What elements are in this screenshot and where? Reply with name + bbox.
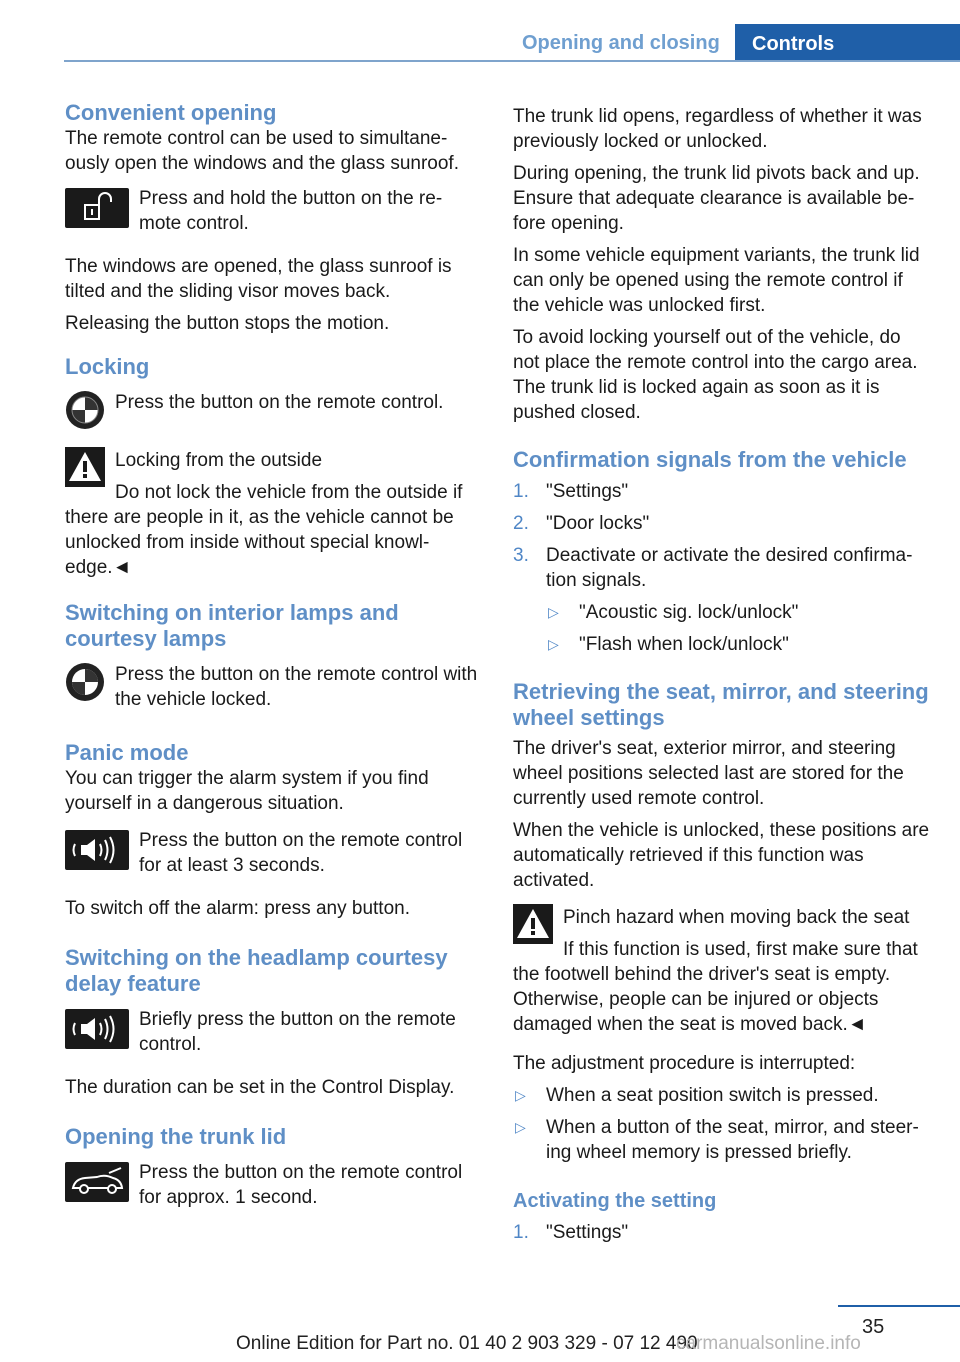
step-number: 3. [513, 545, 529, 566]
warning-triangle-icon [513, 904, 553, 940]
convenient-intro: The remote control can be used to simultane-ously open the windows and the glass sunroof. [65, 128, 459, 174]
footer-rule [838, 1305, 960, 1307]
list-item [513, 1083, 931, 1108]
headlamp-icon-text: Briefly press the button on the remote control. [139, 1009, 456, 1055]
locking-warning-body: Do not lock the vehicle from the outside if there are people in it, as the vehicle cannot be unlocked from inside without special knowl-edge.◄ [65, 482, 463, 578]
list-item [513, 1115, 931, 1165]
step-text: "Settings" [546, 481, 629, 502]
triangle-bullet-icon: ▷ [515, 1119, 526, 1135]
heading-confirmation-signals: Confirmation signals from the vehicle [513, 447, 907, 472]
interior-icon-text: Press the button on the remote control with the vehicle locked. [115, 664, 478, 710]
step-text: "Door locks" [546, 513, 650, 534]
locking-warning [65, 448, 483, 473]
triangle-bullet-icon: ▷ [548, 636, 559, 652]
convenient-p2: Releasing the button stops the motion. [65, 313, 390, 334]
locking-icon-text: Press the button on the remote control. [115, 392, 444, 413]
triangle-bullet-icon: ▷ [515, 1087, 526, 1103]
bullet-text: When a seat position switch is pressed. [546, 1085, 879, 1106]
panic-speaker-icon [65, 830, 129, 870]
retrieve-warning-body: If this function is used, first make sure that the footwell behind the driver's seat is empty. Otherwise, people can be injured or objects damaged when the seat is moved back.◄ [513, 939, 918, 1035]
heading-interior-lamps: Switching on interior lamps and courtesy lamps [65, 600, 399, 651]
confirm-options [546, 600, 931, 657]
trunk-para-2: During opening, the trunk lid pivots back and up. Ensure that adequate clearance is available be-fore opening. [513, 163, 920, 234]
confirm-steps [513, 479, 931, 657]
convenient-p1: The windows are opened, the glass sunroof is tilted and the sliding visor moves back. [65, 256, 452, 302]
edition-text: Online Edition for Part no. 01 40 2 903 329 - 07 12 490 [236, 1333, 698, 1354]
heading-activating-setting: Activating the setting [513, 1190, 717, 1212]
list-item [513, 479, 931, 504]
list-item [546, 600, 931, 625]
panic-speaker-icon [65, 1009, 129, 1049]
step-number: 2. [513, 513, 529, 534]
header-section-title: Opening and closing [522, 32, 720, 54]
locking-icon-row [65, 390, 483, 432]
retrieve-warning-text [513, 937, 931, 1037]
heading-opening-trunk: Opening the trunk lid [65, 1124, 287, 1149]
interior-icon-row [65, 662, 483, 712]
retrieve-warning-title: Pinch hazard when moving back the seat [563, 907, 910, 928]
step-number: 1. [513, 1222, 529, 1243]
trunk-car-icon [65, 1162, 129, 1202]
heading-convenient-opening: Convenient opening [65, 100, 277, 125]
locking-warning-title: Locking from the outside [115, 450, 323, 471]
header-rule [64, 60, 960, 62]
convenient-icon-row [65, 186, 483, 236]
retrieve-bullets [513, 1083, 931, 1165]
panic-p1: To switch off the alarm: press any button. [65, 898, 410, 919]
step-number: 1. [513, 481, 529, 502]
retrieve-p1: The driver's seat, exterior mirror, and steering wheel positions selected last are stored for the currently used remote control. [513, 738, 904, 809]
watermark-text: carmanualsonline.info [676, 1333, 861, 1354]
trunk-para-4: To avoid locking yourself out of the vehicle, do not place the remote control into the cargo area. The trunk lid is locked again as soon as it is pushed closed. [513, 327, 918, 423]
header-tab-label: Controls [752, 33, 835, 55]
list-item [546, 632, 931, 657]
list-item [513, 1220, 931, 1245]
unlock-button-icon [65, 188, 129, 228]
list-item [513, 543, 931, 593]
bmw-logo-button-icon [65, 390, 105, 430]
heading-headlamp-courtesy: Switching on the headlamp courtesy delay feature [65, 945, 448, 996]
panic-icon-text: Press the button on the remote control for at least 3 seconds. [139, 830, 463, 876]
heading-panic-mode: Panic mode [65, 740, 189, 765]
panic-intro: You can trigger the alarm system if you find yourself in a dangerous situation. [65, 768, 429, 814]
option-text: "Acoustic sig. lock/unlock" [579, 602, 799, 623]
header-tab-controls [735, 24, 960, 62]
step-text: Deactivate or activate the desired confirma-tion signals. [546, 545, 913, 591]
right-column [513, 104, 931, 1252]
bmw-logo-button-icon [65, 662, 105, 702]
panic-icon-row [65, 828, 483, 878]
warning-triangle-icon [65, 447, 105, 483]
headlamp-icon-row [65, 1007, 483, 1057]
retrieve-p2: When the vehicle is unlocked, these positions are automatically retrieved if this function was activated. [513, 820, 930, 891]
left-column [65, 100, 483, 1218]
triangle-bullet-icon: ▷ [548, 604, 559, 620]
trunk-icon-text: Press the button on the remote control for approx. 1 second. [139, 1162, 463, 1208]
page-number: 35 [862, 1316, 885, 1338]
heading-retrieving-settings: Retrieving the seat, mirror, and steering wheel settings [513, 679, 929, 730]
heading-locking: Locking [65, 354, 150, 379]
trunk-para-3: In some vehicle equipment variants, the trunk lid can only be opened using the remote control if the vehicle was unlocked first. [513, 245, 920, 316]
step-text: "Settings" [546, 1222, 629, 1243]
trunk-icon-row [65, 1160, 483, 1210]
bullet-text: When a button of the seat, mirror, and steer-ing wheel memory is pressed briefly. [546, 1117, 919, 1163]
option-text: "Flash when lock/unlock" [579, 634, 789, 655]
convenient-icon-text: Press and hold the button on the re-mote control. [139, 188, 443, 234]
headlamp-p1: The duration can be set in the Control Display. [65, 1077, 455, 1098]
retrieve-warning [513, 905, 931, 930]
list-item [513, 511, 931, 536]
trunk-para-1: The trunk lid opens, regardless of whether it was previously locked or unlocked. [513, 106, 922, 152]
retrieve-p3: The adjustment procedure is interrupted: [513, 1053, 856, 1074]
locking-warning-text [65, 480, 483, 580]
